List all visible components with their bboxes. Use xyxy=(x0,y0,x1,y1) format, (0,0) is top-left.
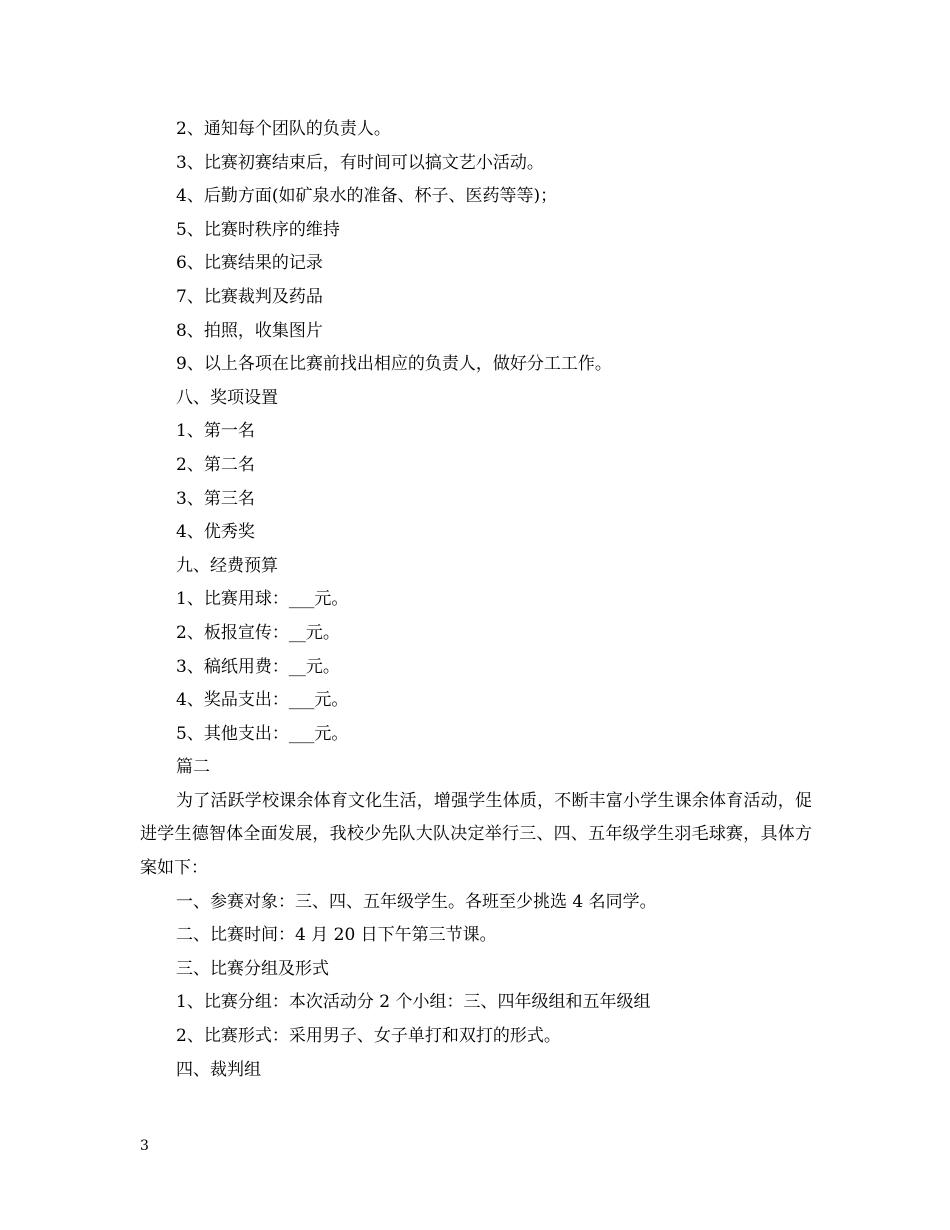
page-number: 3 xyxy=(140,1138,149,1154)
text-line: 2、第二名 xyxy=(176,454,255,475)
text-line: 8、拍照，收集图片 xyxy=(176,320,323,341)
text-line: 1、第一名 xyxy=(176,421,255,442)
section-heading-awards: 八、奖项设置 xyxy=(176,387,278,408)
text-line: 2、通知每个团队的负责人。 xyxy=(176,119,391,139)
text-line: 2、板报宣传：__元。 xyxy=(176,622,340,643)
text-line: 3、比赛初赛结束后，有时间可以搞文艺小活动。 xyxy=(176,152,544,173)
section-heading-budget: 九、经费预算 xyxy=(176,555,278,576)
text-line: 5、其他支出：___元。 xyxy=(176,723,349,744)
section-heading-referees: 四、裁判组 xyxy=(176,1059,261,1080)
text-line: 3、稿纸用费：__元。 xyxy=(176,656,340,677)
section-heading-groups: 三、比赛分组及形式 xyxy=(176,958,329,979)
text-line: 2、比赛形式：采用男子、女子单打和双打的形式。 xyxy=(176,1026,561,1047)
part-heading: 篇二 xyxy=(176,757,210,778)
text-line: 3、第三名 xyxy=(176,488,255,509)
text-line: 6、比赛结果的记录 xyxy=(176,253,323,274)
text-line: 5、比赛时秩序的维持 xyxy=(176,219,340,240)
text-line: 4、奖品支出：___元。 xyxy=(176,690,349,711)
document-body xyxy=(140,113,812,1087)
text-line: 4、后勤方面(如矿泉水的准备、杯子、医药等等)； xyxy=(176,186,558,207)
text-line: 7、比赛裁判及药品 xyxy=(176,286,323,307)
text-line: 1、比赛分组：本次活动分 2 个小组：三、四年级组和五年级组 xyxy=(176,992,651,1013)
text-line: 二、比赛时间：4 月 20 日下午第三节课。 xyxy=(176,925,497,946)
text-line: 9、以上各项在比赛前找出相应的负责人，做好分工工作。 xyxy=(176,354,612,375)
text-line: 一、参赛对象：三、四、五年级学生。各班至少挑选 4 名同学。 xyxy=(176,891,657,912)
text-line: 1、比赛用球：___元。 xyxy=(176,589,349,610)
intro-paragraph: 为了活跃学校课余体育文化生活，增强学生体质，不断丰富小学生课余体育活动，促进学生德智体全面发展，我校少先队大队决定举行三、四、五年级学生羽毛球赛，具体方案如下： xyxy=(140,790,812,879)
text-line: 4、优秀奖 xyxy=(176,522,255,543)
